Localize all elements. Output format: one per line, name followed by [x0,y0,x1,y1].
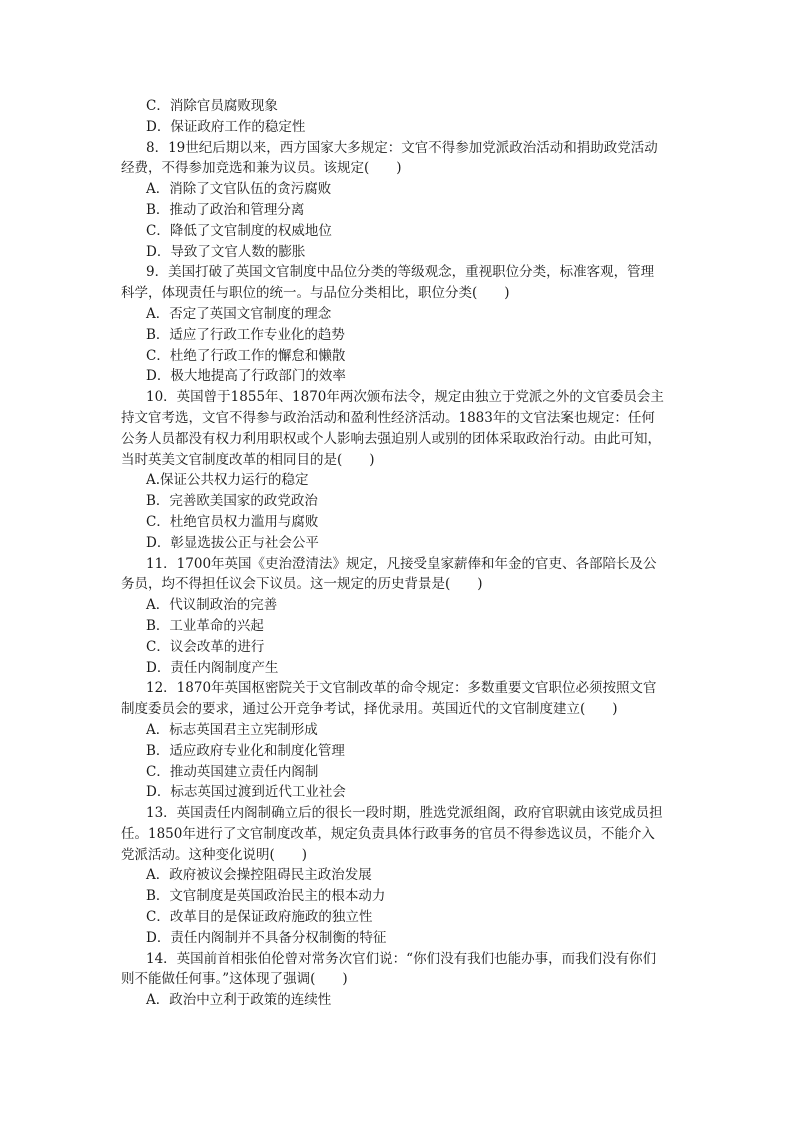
answer-option: C．改革目的是保证政府施政的独立性 [146,909,373,926]
question-stem: 12．1870年英国枢密院关于文官制改革的命令规定：多数重要文官职位必须按照文官 [146,680,657,697]
answer-option: D．保证政府工作的稳定性 [146,118,306,135]
answer-option: A．政府被议会操控阻碍民主政治发展 [146,867,372,884]
answer-option: A．否定了英国文官制度的理念 [146,305,332,322]
answer-option: D．导致了文官人数的膨胀 [146,243,306,260]
answer-option: C．杜绝了行政工作的懈怠和懒散 [146,347,346,364]
answer-option: D．标志英国过渡到近代工业社会 [146,784,346,801]
answer-option: B．文官制度是英国政治民主的根本动力 [146,888,386,905]
answer-option: B．适应了行政工作专业化的趋势 [146,326,345,343]
question-stem-continued: 则不能做任何事。”这体现了强调( ) [121,971,348,988]
question-stem: 14．英国前首相张伯伦曾对常务次官们说：“你们没有我们也能办事，而我们没有你们 [146,950,657,967]
question-stem: 13．英国责任内阁制确立后的很长一段时期，胜选党派组阁，政府官职就由该党成员担 [146,805,663,822]
answer-option: D．责任内阁制并不具备分权制衡的特征 [146,929,387,946]
answer-option: B．完善欧美国家的政党政治 [146,493,318,510]
question-stem-continued: 务员，均不得担任议会下议员。这一规定的历史背景是( ) [121,576,483,593]
question-stem-continued: 任。1850年进行了文官制度改革，规定负责具体行政事务的官员不得参选议员，不能介入 [121,825,655,842]
answer-option: D．极大地提高了行政部门的效率 [146,368,346,385]
answer-option: A.保证公共权力运行的稳定 [146,472,309,489]
answer-option: C．推动英国建立责任内阁制 [146,763,319,780]
question-stem-continued: 科学，体现责任与职位的统一。与品位分类相比，职位分类( ) [121,285,510,302]
question-stem-continued: 当时英美文官制度改革的相同目的是( ) [121,451,375,468]
answer-option: A．政治中立利于政策的连续性 [146,992,332,1009]
answer-option: A．标志英国君主立宪制形成 [146,721,318,738]
answer-option: C．议会改革的进行 [146,638,265,655]
question-stem-continued: 制度委员会的要求，通过公开竞争考试，择优录用。英国近代的文官制度建立( ) [121,701,618,718]
answer-option: B．推动了政治和管理分离 [146,201,305,218]
answer-option: A．代议制政治的完善 [146,597,278,614]
answer-option: B．适应政府专业化和制度化管理 [146,742,345,759]
question-stem-continued: 党派活动。这种变化说明( ) [121,846,308,863]
answer-option: A．消除了文官队伍的贪污腐败 [146,181,332,198]
answer-option: D．彰显选拔公正与社会公平 [146,534,319,551]
question-stem-continued: 持文官考选，文官不得参与政治活动和盈利性经济活动。1883年的文官法案也规定：任何 [121,409,655,426]
question-text-block [121,96,681,1011]
question-stem: 9．美国打破了英国文官制度中品位分类的等级观念，重视职位分类，标准客观，管理 [146,264,655,281]
question-stem: 10．英国曾于1855年、1870年两次颁布法令，规定由独立于党派之外的文官委员会主 [146,389,664,406]
question-stem-continued: 经费，不得参加竞选和兼为议员。该规定( ) [121,160,402,177]
answer-option: B．工业革命的兴起 [146,617,264,634]
question-stem-continued: 公务人员都没有权力利用职权或个人影响去强迫别人或别的团体采取政治行动。由此可知， [121,430,661,447]
answer-option: D．责任内阁制度产生 [146,659,279,676]
answer-option: C．消除官员腐败现象 [146,98,278,114]
question-stem: 8．19世纪后期以来，西方国家大多规定：文官不得参加党派政治活动和捐助政党活动 [146,139,658,156]
answer-option: C．降低了文官制度的权威地位 [146,222,332,239]
question-stem: 11．1700年英国《吏治澄清法》规定，凡接受皇家薪俸和年金的官吏、各部陪长及公 [146,555,657,572]
answer-option: C．杜绝官员权力滥用与腐败 [146,513,319,530]
